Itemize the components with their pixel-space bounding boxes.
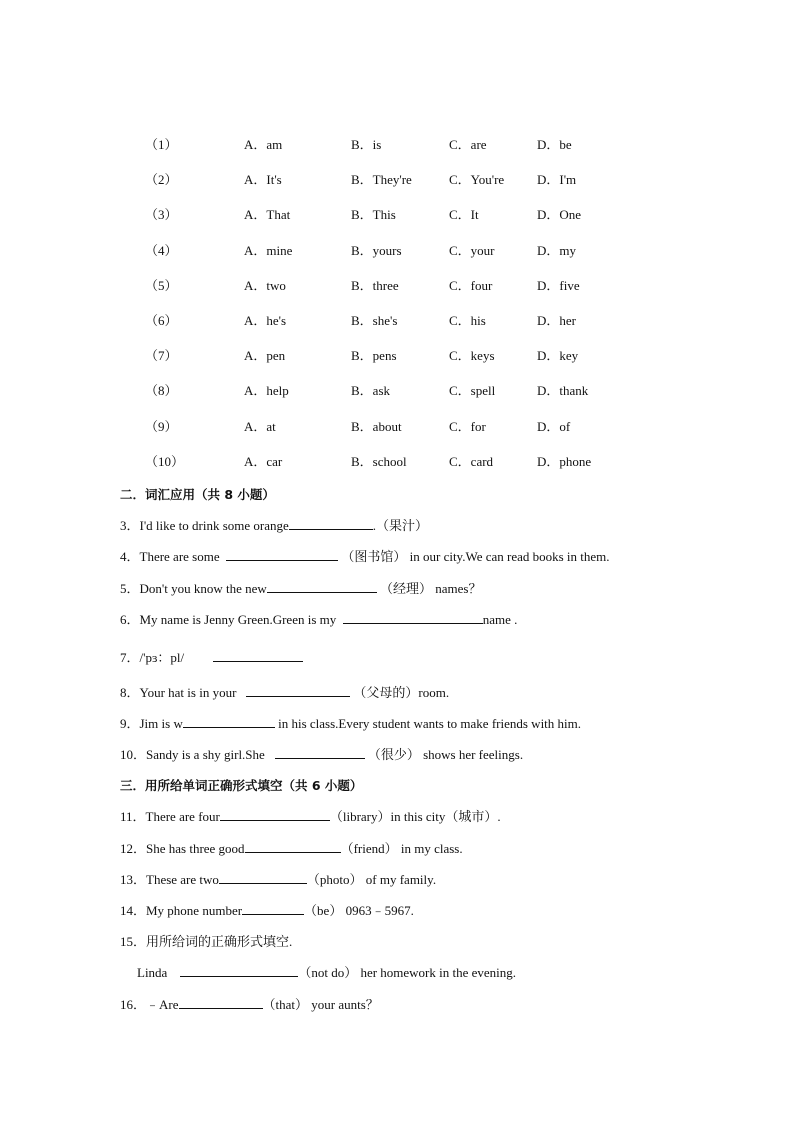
question-7: 7．/'pɜ：pl/ xyxy=(120,648,303,668)
option-d[interactable]: D．I'm xyxy=(537,172,577,188)
option-a[interactable]: A．car xyxy=(244,453,283,469)
option-b[interactable]: B．This xyxy=(351,207,396,223)
question-13: 13．These are two （photo） of my family. xyxy=(120,872,437,887)
choice-row xyxy=(0,133,794,168)
answer-blank[interactable] xyxy=(220,807,330,821)
option-a[interactable]: A．he's xyxy=(244,312,287,328)
option-a[interactable]: A．at xyxy=(244,418,276,434)
question-number: （3） xyxy=(145,207,178,223)
choice-row xyxy=(0,309,794,344)
option-d[interactable]: D．thank xyxy=(537,383,589,399)
option-a[interactable]: A．mine xyxy=(244,242,293,258)
option-b[interactable]: B．They're xyxy=(351,172,412,188)
option-d[interactable]: D．her xyxy=(537,312,576,328)
option-b[interactable]: B．school xyxy=(351,453,407,469)
question-number: （9） xyxy=(145,418,178,434)
choice-row xyxy=(0,344,794,379)
question-14: 14．My phone number （be） 0963﹣5967. xyxy=(120,903,414,918)
choice-row xyxy=(0,168,794,203)
option-b[interactable]: B．is xyxy=(351,137,382,152)
section-2-title: 二．词汇应用（共 8 小题） xyxy=(120,487,275,502)
option-b[interactable]: B．three xyxy=(351,277,399,293)
answer-blank[interactable] xyxy=(246,683,350,697)
option-a[interactable]: A．am xyxy=(244,137,283,152)
choice-row xyxy=(0,274,794,309)
choice-row xyxy=(0,379,794,414)
choice-row xyxy=(0,415,794,450)
option-b[interactable]: B．she's xyxy=(351,312,398,328)
question-12: 12．She has three good （friend） in my class. xyxy=(120,841,463,856)
option-c[interactable]: C．his xyxy=(449,312,486,328)
answer-blank[interactable] xyxy=(267,579,377,593)
option-c[interactable]: C．four xyxy=(449,277,493,293)
question-15-title: 15．用所给词的正确形式填空. xyxy=(120,934,293,949)
option-d[interactable]: D．five xyxy=(537,277,580,293)
option-b[interactable]: B．ask xyxy=(351,383,391,399)
question-6: 6．My name is Jenny Green.Green is my name . xyxy=(120,612,518,627)
option-c[interactable]: C．your xyxy=(449,242,495,258)
question-number: （6） xyxy=(145,312,178,328)
question-number: （8） xyxy=(145,383,178,399)
option-d[interactable]: D．key xyxy=(537,348,579,364)
question-9: 9．Jim is w in his class.Every student wants to make friends with him. xyxy=(120,716,582,731)
option-d[interactable]: D．of xyxy=(537,418,571,434)
question-number: （1） xyxy=(145,137,178,152)
option-d[interactable]: D．my xyxy=(537,242,577,258)
option-d[interactable]: D．phone xyxy=(537,453,592,469)
answer-blank[interactable] xyxy=(183,714,275,728)
answer-blank[interactable] xyxy=(242,901,304,915)
question-8: 8．Your hat is in your （父母的）room. xyxy=(120,685,450,700)
question-15: Linda （not do） her homework in the evening. xyxy=(137,965,517,980)
question-number: （4） xyxy=(145,242,178,258)
option-a[interactable]: A．It's xyxy=(244,172,282,188)
option-d[interactable]: D．One xyxy=(537,207,582,223)
answer-blank[interactable] xyxy=(226,547,338,561)
option-c[interactable]: C．for xyxy=(449,418,486,434)
question-3: 3．I'd like to drink some orange .（果汁） xyxy=(120,518,429,533)
answer-blank[interactable] xyxy=(245,839,341,853)
option-c[interactable]: C．spell xyxy=(449,383,496,399)
question-11: 11．There are four （library）in this city（城市）. xyxy=(120,809,501,824)
option-a[interactable]: A．help xyxy=(244,383,289,399)
option-b[interactable]: B．pens xyxy=(351,348,397,364)
option-c[interactable]: C．card xyxy=(449,453,494,469)
question-5: 5．Don't you know the new （经理） names？ xyxy=(120,581,482,596)
question-16: 16．﹣Are （that） your aunts？ xyxy=(120,997,379,1012)
answer-blank[interactable] xyxy=(180,963,298,977)
section-3-title: 三．用所给单词正确形式填空（共 6 小题） xyxy=(120,778,363,793)
option-a[interactable]: A．pen xyxy=(244,348,286,364)
choice-row xyxy=(0,203,794,238)
question-10: 10．Sandy is a shy girl.She （很少） shows her feelings. xyxy=(120,747,524,762)
option-d[interactable]: D．be xyxy=(537,137,572,152)
answer-blank[interactable] xyxy=(275,745,365,759)
choice-row xyxy=(0,239,794,274)
option-c[interactable]: C．You're xyxy=(449,172,505,188)
choice-row xyxy=(0,450,794,485)
option-b[interactable]: B．about xyxy=(351,418,402,434)
option-c[interactable]: C．It xyxy=(449,207,479,223)
option-c[interactable]: C．keys xyxy=(449,348,495,364)
question-4: 4．There are some （图书馆） in our city.We can read books in them. xyxy=(120,549,610,564)
option-a[interactable]: A．two xyxy=(244,277,286,293)
option-c[interactable]: C．are xyxy=(449,137,487,152)
choice-table xyxy=(0,133,794,485)
question-number: （10） xyxy=(145,453,185,469)
question-number: （2） xyxy=(145,172,178,188)
answer-blank[interactable] xyxy=(219,870,307,884)
answer-blank[interactable] xyxy=(179,995,263,1009)
answer-blank[interactable] xyxy=(343,610,483,624)
answer-blank[interactable] xyxy=(213,648,303,662)
question-number: （7） xyxy=(145,348,178,364)
option-b[interactable]: B．yours xyxy=(351,242,402,258)
question-number: （5） xyxy=(145,277,178,293)
answer-blank[interactable] xyxy=(289,516,373,530)
option-a[interactable]: A．That xyxy=(244,207,291,223)
